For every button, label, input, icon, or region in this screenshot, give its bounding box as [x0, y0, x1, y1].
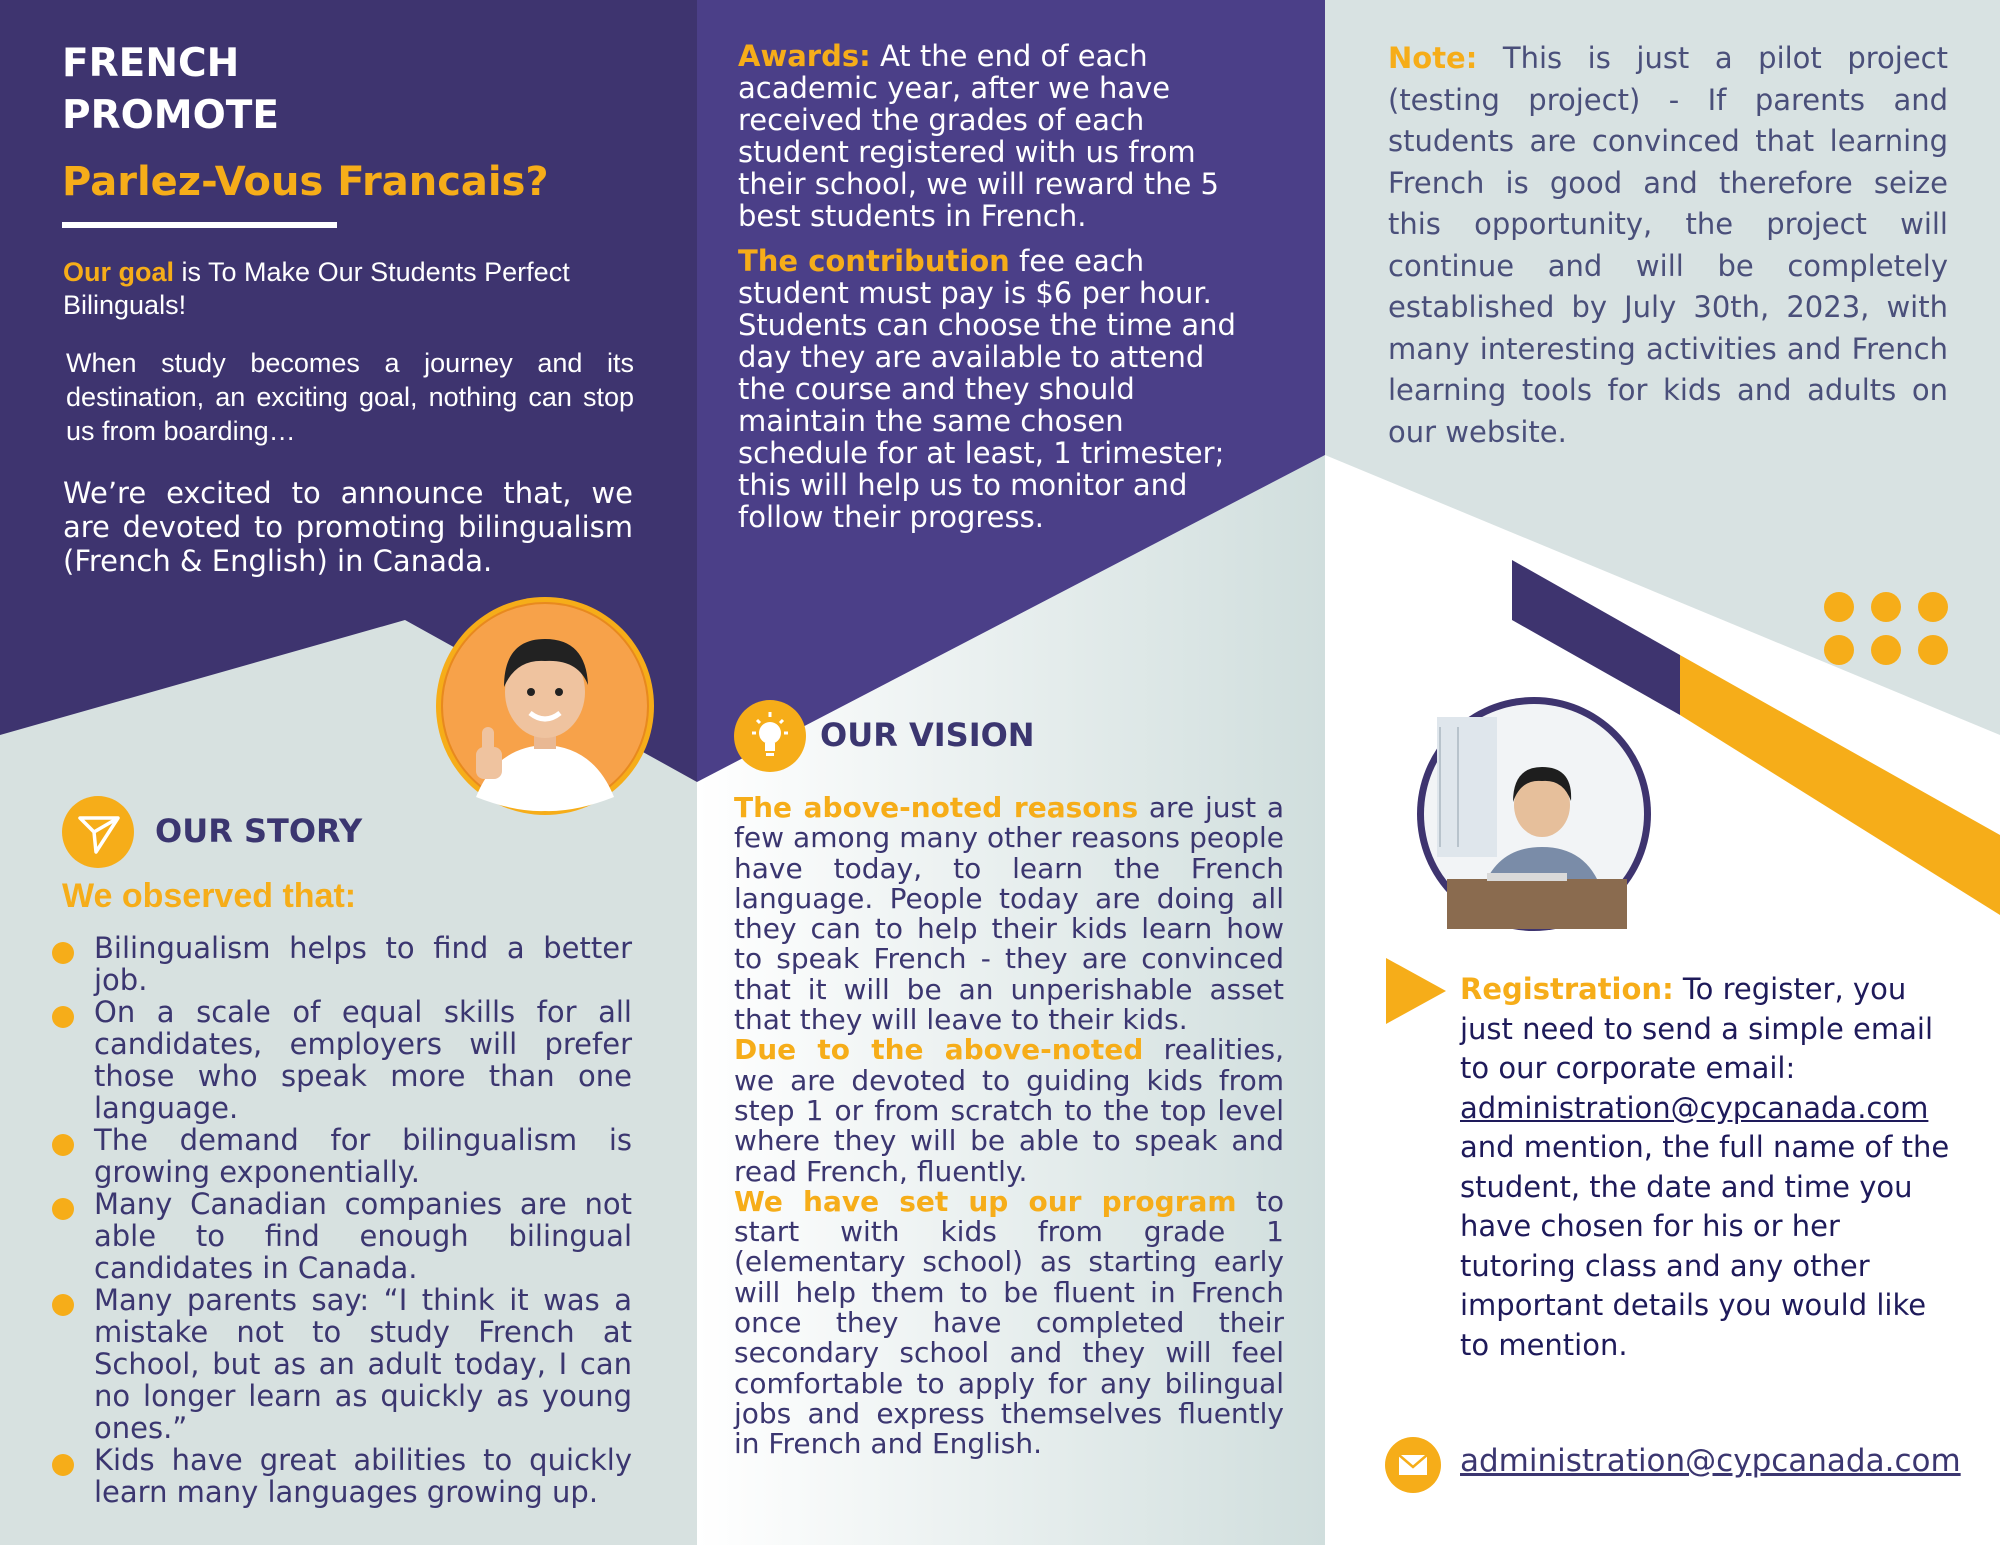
note-paragraph — [1388, 38, 1948, 453]
note-lead: Note: — [1388, 41, 1478, 75]
registration-paragraph — [1460, 970, 1960, 1365]
list-item: Many parents say: “I think it was a mistake not to study French at School, but as an adult today, I can no longer learn as quickly as young ones.” — [64, 1284, 632, 1444]
awards-lead: Awards: — [738, 39, 871, 73]
journey-text: When study becomes a journey and its destination, an exciting goal, nothing can stop us from boarding… — [66, 348, 634, 446]
envelope-icon — [1385, 1437, 1441, 1493]
page-subtitle: Parlez-Vous Francais? — [62, 159, 549, 205]
avatar-boy-studying — [1417, 697, 1651, 931]
awards-paragraph — [738, 40, 1258, 232]
awards-text: At the end of each academic year, after we have received the grades of each student registered with us from their school, we will reward the 5 best students in French. — [738, 39, 1220, 233]
avatar-boy-thumbs-up — [436, 597, 654, 815]
registration-text-2: and mention, the full name of the student, the date and time you have chosen for his or her tutoring class and any other important details you would like to mention. — [1460, 1130, 1950, 1362]
list-item: Many Canadian companies are not able to find enough bilingual candidates in Canada. — [64, 1188, 632, 1284]
play-arrow-icon — [1386, 958, 1446, 1024]
contribution-lead: The contribution — [738, 244, 1010, 278]
goal-text: is To Make Our Students Perfect Bilinguals! — [63, 257, 570, 320]
bullet-dot — [52, 1198, 74, 1220]
story-list — [64, 932, 632, 1508]
contribution-text: fee each student must pay is $6 per hour. Students can choose the time and day they are available to attend the course and they should maintain the same chosen schedule for at least, 1 trimester; this will help us to monitor and follow their progress. — [738, 244, 1236, 534]
registration-lead: Registration: — [1460, 972, 1674, 1006]
subtitle-underline — [62, 222, 337, 228]
list-item: On a scale of equal skills for all candidates, employers will prefer those who speak more than one language. — [64, 996, 632, 1124]
goal-lead: Our goal — [63, 257, 175, 287]
goal-statement — [63, 256, 638, 322]
announcement-text: We’re excited to announce that, we are devoted to promoting bilingualism (French & English) in Canada. — [63, 476, 633, 578]
vision-text — [734, 793, 1284, 1460]
story-heading: OUR STORY — [155, 812, 363, 850]
bullet-dot — [52, 1454, 74, 1476]
lightbulb-icon — [734, 700, 806, 772]
vision-paragraph-2: Due to the above-noted realities, we are devoted to guiding kids from step 1 or from scratch to the top level where they will be able to speak and read French, fluently. — [734, 1033, 1284, 1188]
contact-email-link[interactable]: administration@cypcanada.com — [1460, 1443, 1961, 1479]
registration-email-link[interactable]: administration@cypcanada.com — [1460, 1090, 1929, 1125]
decorative-dots — [1824, 592, 1984, 672]
list-item: Bilingualism helps to find a better job. — [64, 932, 632, 996]
story-lead: We observed that: — [62, 877, 357, 915]
vision-paragraph-1: The above-noted reasons are just a few among many other reasons people have today, to learn the French language. People today are doing all they can to help their kids learn how to speak French - they are convinced that it will be an unperishable asset that they will leave to their kids. — [734, 791, 1284, 1037]
brand-title: FRENCH PROMOTE — [62, 41, 279, 138]
bullet-dot — [52, 1134, 74, 1156]
bullet-dot — [52, 942, 74, 964]
vision-paragraph-3: We have set up our program to start with kids from grade 1 (elementary school) as starting early will help them to be fluent in French once they have completed their secondary school and they will feel comfortable to apply for any bilingual jobs and express themselves fluently in French and English. — [734, 1184, 1284, 1461]
list-item: The demand for bilingualism is growing exponentially. — [64, 1124, 632, 1188]
registration-text: To register, you just need to send a simple email to our corporate email: — [1460, 972, 1934, 1085]
list-item: Kids have great abilities to quickly learn many languages growing up. — [64, 1444, 632, 1508]
paper-plane-icon — [62, 796, 134, 868]
contribution-paragraph — [738, 245, 1258, 533]
vision-heading: OUR VISION — [820, 716, 1035, 754]
note-text: This is just a pilot project (testing project) - If parents and students are convinced that learning French is good and therefore seize this opportunity, the project will continue and will be completely established by July 30th, 2023, with many interesting activities and French learning tools for kids and adults on our website. — [1388, 41, 1948, 449]
bullet-dot — [52, 1294, 74, 1316]
bullet-dot — [52, 1006, 74, 1028]
